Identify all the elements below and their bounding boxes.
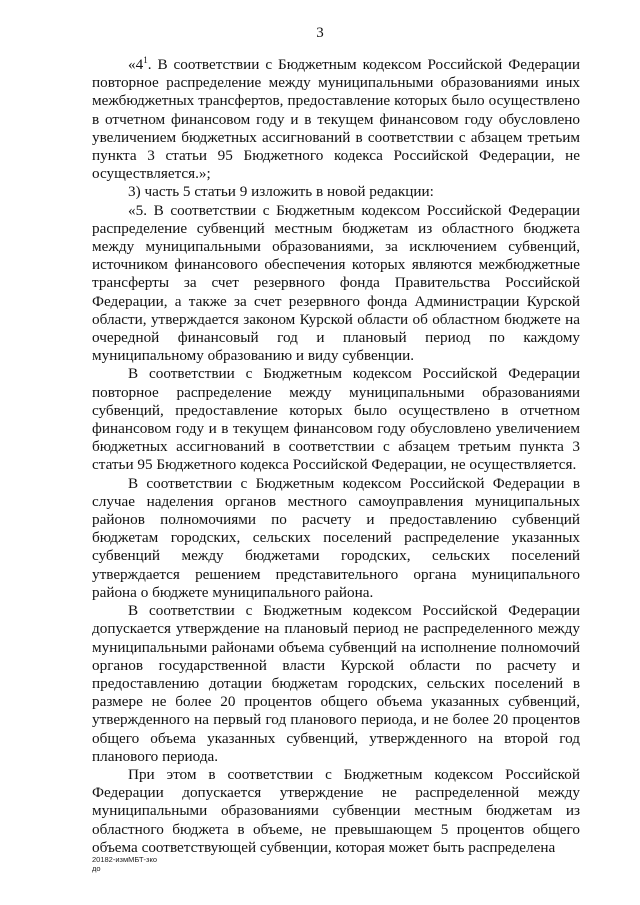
paragraph-article-4-1 [92, 56, 580, 183]
article-number-superscript: 1 [143, 54, 148, 65]
article-number-text: «4 [128, 56, 144, 73]
document-body [92, 56, 580, 857]
paragraph-undistributed-subvention: При этом в соответствии с Бюджетным кодексом Российской Федерации допускается утверждение не распределенной между муниципальными образованиями субвенции местным бюджетам из областного бюджета в объеме, не превышающем 5 процентов общего объема соответствующей субвенции, которая может быть распределена [92, 765, 580, 856]
paragraph-redistribution: В соответствии с Бюджетным кодексом Российской Федерации повторное распределение между муниципальными образованиями субвенций, предоставление которых было осуществлено в отчетном финансовом году и в текущем финансовом году обусловлено увеличением бюджетных ассигнований в соответствии с абзацем третьим пункта 3 статьи 95 Бюджетного кодекса Российской Федерации, не осуществляется. [92, 365, 580, 474]
paragraph-planning-period: В соответствии с Бюджетным кодексом Российской Федерации допускается утверждение на плановый период не распределенного между муниципальными районами объема субвенций на исполнение полномочий органов государственной власти Курской области по расчету и предоставлению дотации бюджетам городских, сельских поселений в размере не более 20 процентов общего объема указанных субвенций, утвержденного на первый год планового периода, и не более 20 процентов общего объема указанных субвенций, утвержденного на второй год планового периода. [92, 602, 580, 765]
paragraph-item-3: 3) часть 5 статьи 9 изложить в новой редакции: [128, 183, 434, 201]
paragraph-municipal-districts: В соответствии с Бюджетным кодексом Российской Федерации в случае наделения органов местного самоуправления муниципальных районов полномочиями по расчету и предоставлению субвенций бюджетам городских, сельских поселений распределение указанных субвенций между бюджетами городских, сельских поселений утверждается решением представительного органа муниципального района о бюджете муниципального района. [92, 474, 580, 601]
footer-suffix: до [92, 864, 101, 873]
document-footer [92, 855, 157, 873]
footer-document-code: 20182-измМБТ-зко [92, 855, 158, 864]
page-number: 3 [316, 25, 324, 41]
article-4-1-text: . В соответствии с Бюджетным кодексом Российской Федерации повторное распределение между муниципальными образованиями иных межбюджетных трансфертов, предоставление которых было осуществлено в отчетном финансовом году и в текущем финансовом году обусловлено увеличением бюджетных ассигнований в соответствии с абзацем третьим пункта 3 статьи 95 Бюджетного кодекса Российской Федерации, не осуществляется.»; [92, 56, 580, 183]
paragraph-part-5: «5. В соответствии с Бюджетным кодексом Российской Федерации распределение субвенций местным бюджетам из областного бюджета между муниципальными образованиями, за исключением субвенций, источником финансового обеспечения которых являются межбюджетные трансферты за счет резервного фонда Правительства Российской Федерации, а также за счет резервного фонда Администрации Курской области, утверждается законом Курской области об областном бюджете на очередной финансовый год и плановый период по каждому муниципальному образованию и виду субвенции. [92, 201, 580, 365]
